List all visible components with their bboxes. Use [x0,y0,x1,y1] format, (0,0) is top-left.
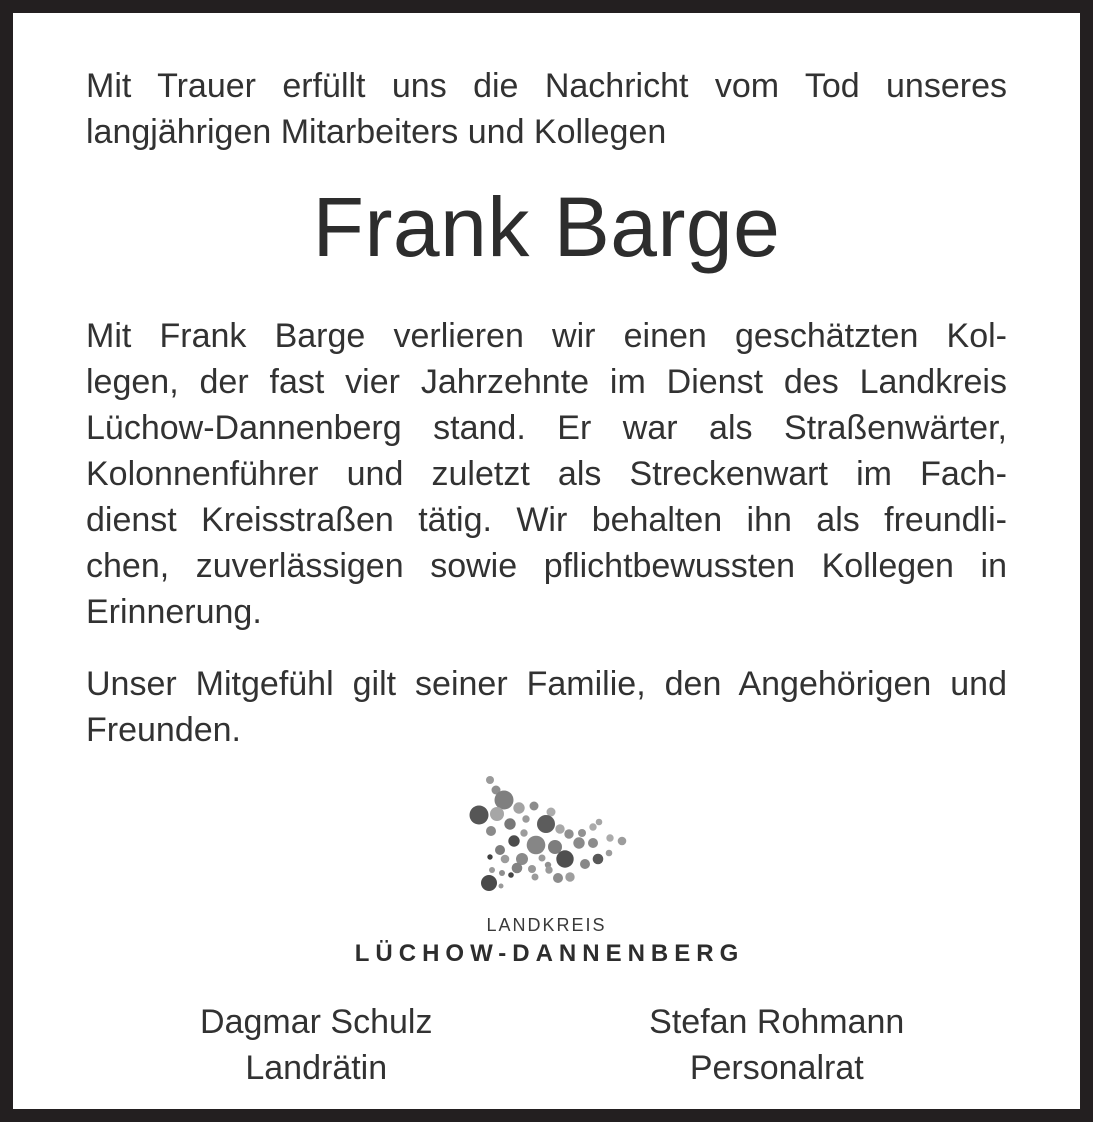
signatures-row [86,999,1007,1091]
signatory-right [547,999,1008,1091]
condolence-text [86,661,1007,753]
organization-logo-block [86,765,1007,969]
intro-text [86,63,1007,155]
signatory-left [86,999,547,1091]
text-line: legen, der fast vier Jahrzehnte im Dienst des Landkreis [86,363,1007,401]
organization-name-line2: LÜCHOW-DANNENBERG [354,940,745,967]
text-line: Lüchow-Dannenberg stand. Er war als Straßenwärter, [86,409,1007,447]
deceased-name: Frank Barge [312,180,781,274]
text-line: Erinnerung. [86,593,262,631]
text-line: Mit Trauer erfüllt uns die Nachricht vom Tod unseres [86,67,1007,105]
text-line: chen, zuverlässigen sowie pflichtbewussten Kollegen in [86,547,1007,585]
signatory-name: Dagmar Schulz [200,1003,433,1041]
text-line: Kolonnenführer und zuletzt als Streckenwart im Fach- [86,455,1007,493]
text-line: Mit Frank Barge verlieren wir einen geschätzten Kol- [86,317,1007,355]
text-line: Freunden. [86,711,241,749]
text-line: langjährigen Mitarbeiters und Kollegen [86,113,667,151]
obituary-content [13,13,1080,1091]
signatory-title: Personalrat [689,1049,864,1087]
signatory-title: Landrätin [245,1049,388,1087]
text-line: dienst Kreisstraßen tätig. Wir behalten ihn als freundli- [86,501,1007,539]
obituary-body-text [86,313,1007,635]
text-line: Unser Mitgefühl gilt seiner Familie, den Angehörigen und [86,665,1007,703]
organization-name-line1: LANDKREIS [486,915,607,935]
landkreis-dots-logo-icon [447,765,647,905]
signatory-name: Stefan Rohmann [649,1003,905,1041]
